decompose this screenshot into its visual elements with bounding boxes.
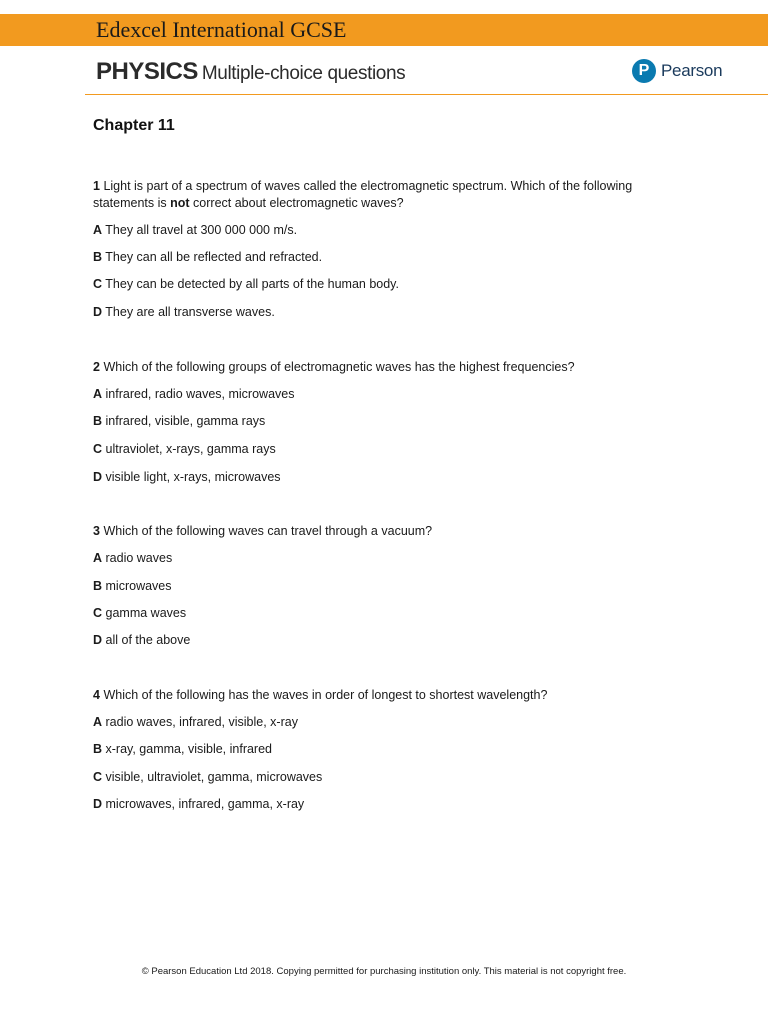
option-text: microwaves, infrared, gamma, x-ray [105, 797, 305, 811]
option-letter: A [93, 223, 103, 237]
option-letter: B [93, 250, 103, 264]
option-letter: A [93, 715, 103, 729]
subject-label: PHYSICS [96, 58, 198, 85]
question-2 [93, 359, 683, 376]
option-1d [93, 304, 275, 321]
option-text: microwaves [105, 579, 172, 593]
option-text: all of the above [105, 633, 191, 647]
option-text: infrared, visible, gamma rays [105, 414, 266, 428]
option-text: They can all be reflected and refracted. [105, 250, 323, 264]
option-1a [93, 222, 297, 239]
option-2b [93, 413, 265, 430]
option-letter: B [93, 742, 103, 756]
option-2d [93, 469, 281, 486]
question-number: 2 [93, 360, 100, 374]
option-letter: D [93, 797, 103, 811]
option-letter: C [93, 442, 103, 456]
option-text: radio waves [105, 551, 173, 565]
option-2c [93, 441, 276, 458]
option-letter: C [93, 277, 103, 291]
option-4c [93, 769, 322, 786]
option-4a [93, 714, 298, 731]
header-banner [0, 14, 768, 46]
subject-subtitle: Multiple-choice questions [201, 63, 406, 84]
option-letter: B [93, 414, 103, 428]
pearson-logo-icon: P [632, 59, 656, 83]
question-number: 3 [93, 524, 100, 538]
option-3a [93, 550, 172, 567]
question-text: Light is part of a spectrum of waves called the electromagnetic spectrum. Which of the following statements is [93, 179, 633, 210]
option-text: visible, ultraviolet, gamma, microwaves [105, 770, 323, 784]
option-letter: B [93, 579, 103, 593]
option-letter: D [93, 470, 103, 484]
copyright-footer: © Pearson Education Ltd 2018. Copying permitted for purchasing institution only. This material is not copyright free. [141, 966, 627, 977]
option-4d [93, 796, 304, 813]
option-1b [93, 249, 322, 266]
question-3 [93, 523, 683, 540]
question-number: 1 [93, 179, 100, 193]
option-letter: C [93, 770, 103, 784]
question-text: Which of the following waves can travel through a vacuum? [103, 524, 433, 538]
option-letter: A [93, 551, 103, 565]
option-text: visible light, x-rays, microwaves [105, 470, 281, 484]
banner-title: Edexcel International GCSE [96, 17, 347, 42]
subject-heading [96, 58, 405, 86]
option-text: They can be detected by all parts of the human body. [105, 277, 399, 291]
header-divider [85, 94, 768, 95]
option-2a [93, 386, 294, 403]
option-letter: C [93, 606, 103, 620]
question-number: 4 [93, 688, 100, 702]
question-emphasis: not [170, 196, 190, 210]
option-text: gamma waves [105, 606, 187, 620]
chapter-title: Chapter 11 [93, 117, 175, 134]
pearson-logo [632, 58, 722, 84]
option-text: x-ray, gamma, visible, infrared [105, 742, 273, 756]
option-text: ultraviolet, x-rays, gamma rays [105, 442, 276, 456]
option-text: They are all transverse waves. [105, 305, 275, 319]
option-4b [93, 741, 272, 758]
option-3d [93, 632, 190, 649]
option-1c [93, 276, 399, 293]
question-text: Which of the following has the waves in order of longest to shortest wavelength? [103, 688, 548, 702]
option-3b [93, 578, 172, 595]
option-text: radio waves, infrared, visible, x-ray [105, 715, 298, 729]
pearson-logo-text: Pearson [661, 61, 723, 80]
option-letter: A [93, 387, 103, 401]
question-4 [93, 687, 683, 704]
option-letter: D [93, 305, 103, 319]
option-text: They all travel at 300 000 000 m/s. [105, 223, 298, 237]
question-1 [93, 178, 683, 212]
option-letter: D [93, 633, 103, 647]
question-text: Which of the following groups of electromagnetic waves has the highest frequencies? [103, 360, 575, 374]
option-3c [93, 605, 186, 622]
question-text-end: correct about electromagnetic waves? [193, 196, 404, 210]
option-text: infrared, radio waves, microwaves [105, 387, 295, 401]
